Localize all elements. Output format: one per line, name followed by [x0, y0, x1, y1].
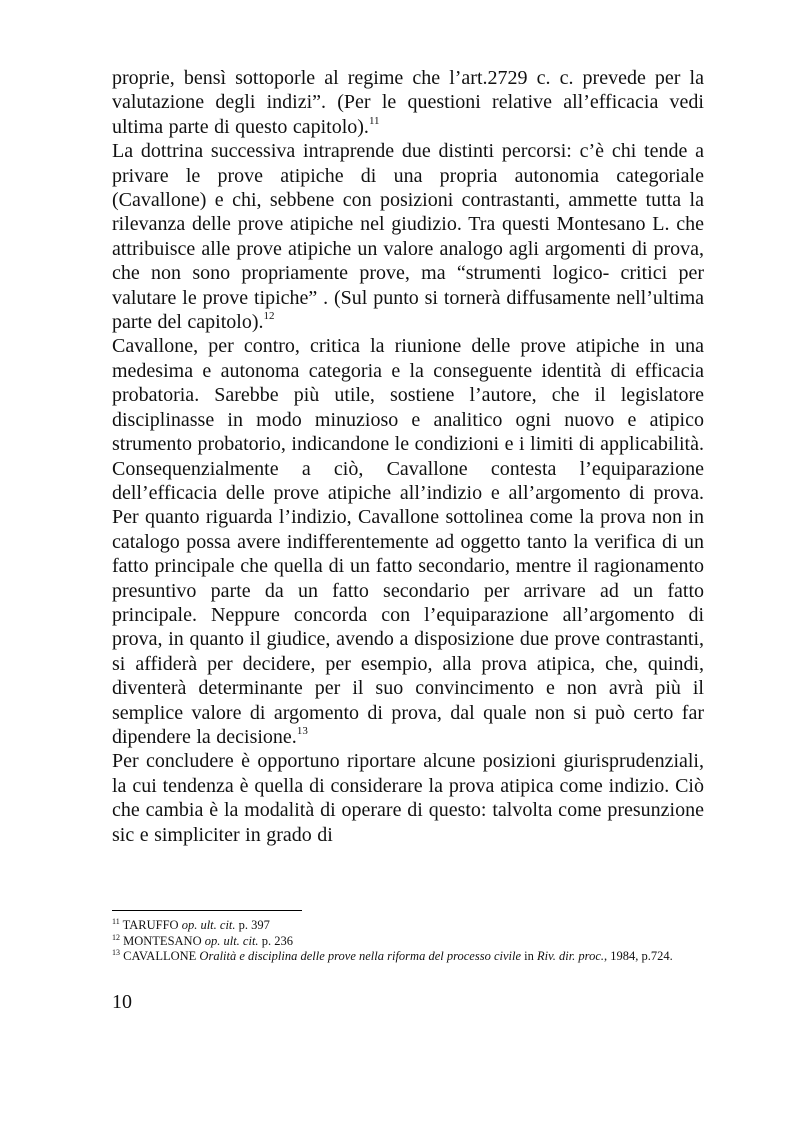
page-number: 10 [112, 991, 132, 1013]
paragraph-4: Per concludere è opportuno riportare alcune posizioni giurisprudenziali, la cui tendenza è quella di considerare la prova atipica come indizio. Ciò che cambia è la modalità di operare di questo: talvolta come presunzione sic e simpliciter in grado di [112, 750, 704, 846]
footnote-separator [112, 910, 302, 911]
footnote-ref-13[interactable]: 13 [296, 724, 308, 737]
footnote-ref-11[interactable]: 11 [368, 114, 380, 127]
footnotes [112, 918, 704, 965]
page-body [112, 66, 704, 847]
footnote-ref-12[interactable]: 12 [263, 310, 275, 323]
footnote-13: $^{13}$ CAVALLONE Oralità e disciplina delle prove nella riforma del processo civile in Riv. dir. proc., 1984, p.724. [112, 948, 673, 963]
footnote-11: $^{11}$ TARUFFO op. ult. cit. p. 397 [112, 917, 270, 932]
paragraph-3: Cavallone, per contro, critica la riunione delle prove atipiche in una medesima e autonoma categoria e la conseguente identità di efficacia probatoria. Sarebbe più utile, sostiene l’autore, che il legislatore disciplinasse in modo minuzioso e analitico ogni nuovo e atipico strumento probatorio, indicandone le condizioni e i limiti di applicabilità. Consequenzialmente a ciò, Cavallone contesta l’equiparazione dell’efficacia delle prove atipiche all’indizio e all’argomento di prova. Per quanto riguarda l’indizio, Cavallone sottolinea come la prova non in catalogo possa avere indifferentemente ad oggetto tanto la verifica di un fatto principale che quella di un fatto secondario, mentre il ragionamento presuntivo parte da un fatto secondario per arrivare ad un fatto principale. Neppure concorda con l’equiparazione all’argomento di prova, in quanto il giudice, avendo a disposizione due prove contrastanti, si affiderà per decidere, per esempio, alla prova atipica, che, quindi, diventerà determinante per il suo convincimento e non avrà più il semplice valore di argomento di prova, dal quale non si può certo far dipendere la decisione.$^{13}$ [112, 335, 704, 748]
paragraph-1: proprie, bensì sottoporle al regime che l’art.2729 c. c. prevede per la valutazione degli indizi”. (Per le questioni relative all’efficacia vedi ultima parte di questo capitolo).$^{11}$ [112, 67, 704, 138]
footnote-12: $^{12}$ MONTESANO op. ult. cit. p. 236 [112, 932, 293, 948]
paragraph-2: La dottrina successiva intraprende due distinti percorsi: c’è chi tende a privare le prove atipiche di una propria autonomia categoriale (Cavallone) e chi, sebbene con posizioni contrastanti, ammette tutta la rilevanza delle prove atipiche nel giudizio. Tra questi Montesano L. che attribuisce alle prove atipiche un valore analogo agli argomenti di prova, che non sono propriamente prove, ma “strumenti logico- critici per valutare le prove tipiche” . (Sul punto si tornerà diffusamente nell’ultima parte del capitolo).$^{12}$ [112, 140, 704, 334]
